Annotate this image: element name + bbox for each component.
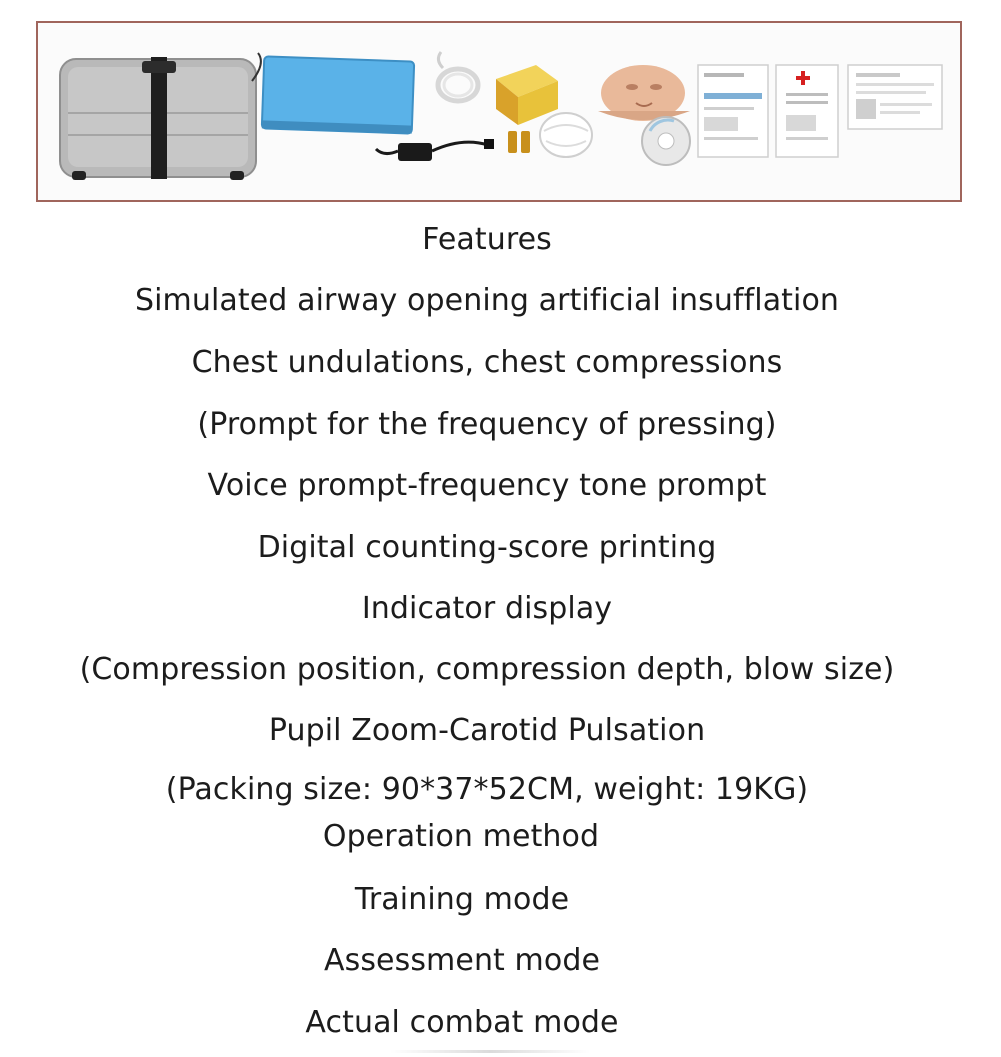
feature-text: (Compression position, compression depth, blow size): [79, 652, 895, 687]
feature-item: [0, 807, 1001, 867]
feature-text: (Packing size: 90*37*52CM, weight: 19KG): [165, 772, 809, 807]
face-mask-icon: [540, 113, 592, 157]
manikin-head-icon: [598, 65, 690, 121]
feature-item: [0, 395, 1001, 455]
cd-disc-icon: [642, 117, 690, 165]
document-sheet-icon: [848, 65, 942, 129]
feature-text: Features: [422, 222, 552, 257]
power-adapter-icon: [376, 139, 494, 161]
feature-item: [0, 870, 1001, 930]
features-heading: [0, 210, 1001, 270]
feature-item: [0, 579, 1001, 639]
feature-item: [0, 931, 1001, 991]
product-contents-banner: [36, 21, 962, 202]
feature-text: Actual combat mode: [305, 1005, 619, 1040]
suitcase-icon: [60, 53, 261, 180]
feature-item: [0, 701, 1001, 761]
feature-item: [0, 271, 1001, 331]
feature-text: Pupil Zoom-Carotid Pulsation: [268, 713, 706, 748]
feature-text: Digital counting-score printing: [257, 530, 717, 565]
feature-text: Assessment mode: [323, 943, 601, 978]
feature-text: Voice prompt-frequency tone prompt: [207, 468, 767, 503]
feature-item: [0, 456, 1001, 516]
feature-text: Indicator display: [361, 591, 613, 626]
feature-item: [0, 518, 1001, 578]
bottom-fade-divider: [390, 1050, 590, 1053]
feature-text: Operation method: [322, 819, 600, 854]
feature-item: [0, 640, 1001, 700]
feature-item: [0, 993, 1001, 1053]
certificate-icon: [776, 65, 838, 157]
blue-mat-icon: [262, 56, 414, 133]
feature-text: (Prompt for the frequency of pressing): [197, 407, 777, 442]
feature-item: [0, 333, 1001, 393]
feature-text: Training mode: [354, 882, 570, 917]
manual-booklet-icon: [698, 65, 768, 157]
cable-coil-icon: [438, 52, 478, 101]
product-contents-illustration: [38, 23, 960, 200]
feature-text: Simulated airway opening artificial insufflation: [134, 283, 840, 318]
feature-text: Chest undulations, chest compressions: [191, 345, 783, 380]
